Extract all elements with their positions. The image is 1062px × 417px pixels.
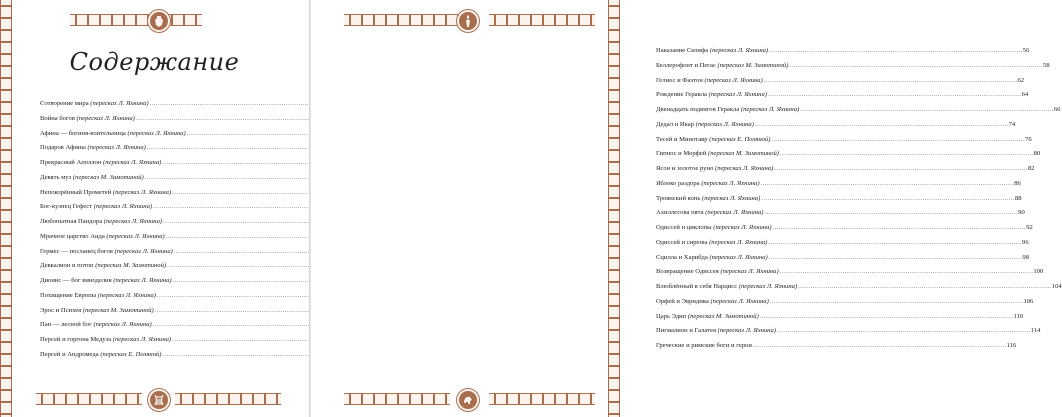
- toc-entry-title: [656, 209, 763, 216]
- retelling-credit: (пересказ Л. Яхнина): [709, 238, 768, 246]
- story-title: Девять муз: [40, 173, 72, 181]
- retelling-credit: (пересказ Л. Яхнина): [740, 106, 800, 113]
- toc-entry[interactable]: [656, 135, 1032, 151]
- page-number: 116: [1006, 342, 1017, 349]
- toc-entry[interactable]: [40, 130, 274, 145]
- toc-entry-title: [656, 254, 768, 261]
- toc-entry-title: [40, 130, 186, 137]
- story-title: Афина — богиня-воительница: [40, 129, 126, 137]
- story-title: Сотворение мира: [40, 100, 89, 107]
- story-title: Любопытная Пандора: [40, 218, 103, 225]
- retelling-credit: (пересказ М. Замотиной): [72, 173, 144, 181]
- story-title: Персей и Андромеда: [40, 350, 99, 358]
- toc-entry-title: [40, 189, 171, 196]
- page-number: 56: [1022, 47, 1030, 54]
- leader-dots: [761, 180, 1014, 187]
- leader-dots: [769, 47, 1022, 54]
- toc-entry-title: [40, 336, 171, 343]
- story-title: Греческие и римские боги и герои: [656, 342, 752, 349]
- page-number: 104: [1051, 283, 1062, 290]
- leader-dots: [770, 298, 1023, 305]
- retelling-credit: (пересказ Л. Яхнина): [695, 120, 754, 128]
- toc-entry[interactable]: [40, 144, 274, 159]
- retelling-credit: (пересказ Л. Яхнина): [709, 47, 769, 54]
- toc-entry[interactable]: [656, 47, 1030, 62]
- retelling-credit: (пересказ Л. Яхнина): [713, 224, 772, 231]
- amphora-medallion-icon: [148, 10, 170, 32]
- retelling-credit: (пересказ Л. Яхнина): [76, 114, 135, 122]
- page-number: 90: [1018, 209, 1025, 217]
- retelling-credit: (пересказ Л. Яхнина): [93, 321, 152, 329]
- toc-entry[interactable]: [656, 179, 1021, 195]
- page-number: 110: [1013, 312, 1024, 320]
- toc-entry[interactable]: [656, 297, 1034, 313]
- toc-entry[interactable]: [40, 189, 274, 204]
- story-title: Похищение Европы: [40, 291, 97, 299]
- leader-dots: [774, 165, 1027, 172]
- toc-entry[interactable]: [656, 120, 1016, 136]
- retelling-credit: (пересказ Е. Поляной): [100, 350, 162, 358]
- toc-entry[interactable]: [40, 174, 274, 189]
- toc-entry[interactable]: [656, 268, 1044, 283]
- bottom-right-meander-a: [344, 393, 450, 405]
- page-number: 92: [1026, 224, 1033, 231]
- right-border-meander: [608, 0, 620, 417]
- toc-entry[interactable]: [656, 165, 1035, 180]
- story-title: Яблоко раздора: [656, 179, 700, 187]
- toc-entry[interactable]: [40, 336, 274, 351]
- bottom-right-meander-b: [489, 393, 595, 405]
- retelling-credit: (пересказ Л. Яхнина): [103, 159, 162, 166]
- story-title: Эрос и Психея: [40, 306, 82, 314]
- leader-dots: [764, 77, 1017, 84]
- toc-entry-title: [656, 150, 779, 157]
- page-number: 64: [1021, 91, 1029, 99]
- retelling-credit: (пересказ М. Замотиной): [708, 150, 779, 158]
- leader-dots: [798, 283, 1051, 290]
- page-number: 88: [1014, 194, 1022, 202]
- toc-entry[interactable]: [656, 283, 1062, 298]
- page-number: 82: [1027, 165, 1035, 172]
- story-title: Девкалион и потоп: [40, 262, 94, 270]
- retelling-credit: (пересказ Л. Яхнина): [704, 76, 763, 84]
- story-title: Рождение Геракла: [656, 91, 707, 99]
- toc-entry-title: [656, 195, 760, 202]
- toc-entry[interactable]: [40, 100, 274, 115]
- leader-dots: [780, 150, 1033, 157]
- story-title: Ахиллесова пята: [656, 209, 704, 217]
- page-number: 106: [1023, 297, 1034, 305]
- leader-dots: [780, 268, 1033, 275]
- toc-entry-title: [656, 77, 763, 84]
- toc-entry[interactable]: [656, 61, 1050, 77]
- toc-entry-title: [656, 165, 773, 172]
- story-title: Троянский конь: [656, 194, 701, 202]
- toc-entry-title: [40, 351, 161, 358]
- toc-entry-title: [40, 321, 152, 328]
- toc-entry-title: [40, 159, 161, 166]
- toc-entry[interactable]: [656, 91, 1029, 106]
- story-title: Царь Эдип: [656, 312, 687, 320]
- retelling-credit: (пересказ Е. Поляной): [709, 135, 771, 143]
- story-title: Одиссей и циклопы: [656, 224, 712, 231]
- toc-entry[interactable]: [656, 238, 1029, 254]
- toc-entry[interactable]: [40, 159, 274, 174]
- bottom-left-meander-b: [175, 393, 281, 405]
- toc-entry-title: [656, 136, 770, 143]
- toc-entry[interactable]: [40, 203, 274, 218]
- toc-entry-title: [656, 342, 752, 349]
- toc-entry-title: [656, 224, 772, 231]
- story-title: Наказание Сизифа: [656, 47, 709, 54]
- retelling-credit: (пересказ Л. Яхнина): [112, 188, 172, 196]
- toc-entry-title: [40, 233, 165, 240]
- toc-entry-title: [40, 100, 149, 107]
- story-title: Беллерофонт и Пегас: [656, 61, 716, 69]
- retelling-credit: (пересказ Л. Яхнина): [103, 218, 163, 225]
- retelling-credit: (пересказ Л. Яхнина): [708, 91, 767, 99]
- toc-entry[interactable]: [656, 224, 1033, 239]
- story-title: Влюблённый в себя Нарцисс: [656, 283, 738, 290]
- toc-entry-title: [656, 327, 776, 334]
- page-number: 80: [1033, 150, 1041, 158]
- retelling-credit: (пересказ Л. Яхнина): [93, 203, 153, 211]
- page-number: 86: [1014, 179, 1021, 187]
- leader-dots: [753, 342, 1006, 349]
- retelling-credit: (пересказ Л. Яхнина): [717, 327, 776, 335]
- toc-entry[interactable]: [656, 209, 1025, 224]
- leader-dots: [764, 209, 1017, 216]
- helmet-medallion-icon: [457, 389, 479, 411]
- retelling-credit: (пересказ Л. Яхнина): [127, 129, 186, 137]
- toc-entry-title: [40, 307, 154, 314]
- leader-dots: [800, 106, 1053, 113]
- story-title: Прекрасный Аполлон: [40, 159, 102, 166]
- story-title: Дионис — бог виноделия: [40, 277, 112, 284]
- story-title: Возвращение Одиссея: [656, 268, 719, 276]
- toc-entry[interactable]: [656, 312, 1024, 328]
- toc-entry-title: [656, 91, 767, 98]
- toc-entry[interactable]: [40, 233, 274, 248]
- retelling-credit: (пересказ Л. Яхнина): [705, 209, 764, 217]
- story-title: Пигмалион и Галатея: [656, 327, 717, 335]
- leader-dots: [777, 327, 1030, 334]
- leader-dots: [789, 62, 1042, 69]
- story-title: Дедал и Икар: [656, 120, 694, 128]
- story-title: Гипнос и Морфей: [656, 150, 707, 158]
- toc-entry[interactable]: [40, 248, 274, 263]
- left-page: [0, 0, 309, 417]
- story-title: Гермес — посланец богов: [40, 247, 113, 255]
- leader-dots: [768, 239, 1021, 246]
- retelling-credit: (пересказ Л. Яхнина): [701, 179, 760, 187]
- top-right-meander-b: [489, 14, 595, 26]
- toc-entry[interactable]: [656, 253, 1029, 269]
- retelling-credit: (пересказ Л. Яхнина): [702, 194, 761, 202]
- retelling-credit: (пересказ Л. Яхнина): [715, 165, 774, 172]
- leader-dots: [771, 136, 1024, 143]
- toc-entry-title: [656, 47, 768, 54]
- top-left-meander: [70, 14, 202, 26]
- leader-dots: [755, 121, 1008, 128]
- toc-entry[interactable]: [40, 277, 274, 292]
- toc-entry[interactable]: [40, 351, 274, 366]
- story-title: Ясон и золотое руно: [656, 165, 714, 172]
- toc-entry[interactable]: [656, 327, 1041, 342]
- toc-entry[interactable]: [656, 194, 1022, 210]
- story-title: Подарок Афины: [40, 144, 86, 152]
- story-title: Бог-кузнец Гефест: [40, 203, 93, 211]
- toc-entry-title: [40, 292, 156, 299]
- toc-entry[interactable]: [40, 292, 274, 307]
- bottom-left-meander-a: [36, 393, 142, 405]
- toc-right-list: [656, 47, 1062, 357]
- right-page: [311, 0, 1062, 417]
- toc-entry-title: [656, 180, 760, 187]
- page-number: 58: [1043, 61, 1050, 69]
- retelling-credit: (пересказ М. Замотиной): [82, 306, 154, 314]
- retelling-credit: (пересказ Л. Яхнина): [738, 283, 798, 290]
- leader-dots: [760, 313, 1013, 320]
- story-title: Персей и горгона Медуза: [40, 336, 112, 343]
- toc-entry-title: [40, 248, 173, 255]
- page-number: 100: [1033, 268, 1044, 276]
- toc-entry-title: [40, 262, 166, 269]
- retelling-credit: (пересказ Л. Яхнина): [709, 253, 768, 261]
- retelling-credit: (пересказ Л. Яхнина): [97, 291, 156, 299]
- leader-dots: [769, 254, 1022, 261]
- toc-entry-title: [656, 239, 767, 246]
- toc-entry-title: [656, 313, 759, 320]
- leader-dots: [768, 91, 1021, 98]
- retelling-credit: (пересказ Л. Яхнина): [90, 100, 149, 107]
- lyre-medallion-icon: [148, 389, 170, 411]
- toc-entry[interactable]: [656, 106, 1061, 121]
- page-number: 96: [1022, 238, 1029, 246]
- toc-entry[interactable]: [656, 150, 1041, 165]
- retelling-credit: (пересказ Л. Яхнина): [113, 277, 172, 284]
- story-title: Пан — лесной бог: [40, 321, 92, 329]
- toc-entry-title: [656, 268, 779, 275]
- retelling-credit: (пересказ М. Замотиной): [717, 61, 789, 69]
- toc-entry-title: [40, 203, 152, 210]
- retelling-credit: (пересказ Л. Яхнина): [114, 247, 173, 255]
- page-number: 98: [1022, 253, 1029, 261]
- retelling-credit: (пересказ Л. Яхнина): [112, 336, 172, 343]
- toc-entry-title: [656, 106, 799, 113]
- story-title: Двенадцать подвигов Геракла: [656, 106, 740, 113]
- toc-entry-title: [40, 218, 162, 225]
- toc-entry-title: [656, 121, 754, 128]
- retelling-credit: (пересказ Л. Яхнина): [720, 268, 779, 276]
- toc-entry-title: [40, 277, 172, 284]
- retelling-credit: (пересказ М. Замотиной): [95, 262, 167, 270]
- retelling-credit: (пересказ Л. Яхнина): [106, 232, 165, 240]
- toc-entry-title: [40, 174, 144, 181]
- toc-left-list: [40, 100, 274, 366]
- toc-entry-title: [656, 283, 797, 290]
- page-number: 66: [1053, 106, 1061, 113]
- toc-entry[interactable]: [40, 218, 274, 233]
- retelling-credit: (пересказ М. Замотиной): [687, 312, 759, 320]
- page-number: 62: [1017, 76, 1025, 84]
- leader-dots: [773, 224, 1026, 231]
- story-title: Одиссей и сирены: [656, 238, 708, 246]
- page-number: 76: [1025, 135, 1032, 143]
- toc-entry[interactable]: [40, 262, 274, 277]
- page-number: 114: [1030, 327, 1041, 335]
- toc-entry-title: [656, 62, 788, 69]
- story-title: Война богов: [40, 114, 75, 122]
- toc-entry[interactable]: [656, 342, 1017, 357]
- toc-entry-title: [40, 144, 146, 151]
- retelling-credit: (пересказ Л. Яхнина): [87, 144, 146, 152]
- toc-entry[interactable]: [40, 115, 274, 130]
- retelling-credit: (пересказ Л. Яхнина): [710, 297, 769, 305]
- toc-entry[interactable]: [656, 76, 1025, 92]
- story-title: Непокорённый Прометей: [40, 188, 112, 196]
- story-title: Тесей и Минотавр: [656, 135, 708, 143]
- story-title: Мрачное царство Аида: [40, 232, 105, 240]
- page-title: Содержание: [69, 48, 240, 76]
- page-number: 74: [1008, 120, 1016, 128]
- toc-entry-title: [656, 298, 769, 305]
- toc-entry[interactable]: [40, 321, 274, 336]
- story-title: Гелиос и Фаэтон: [656, 76, 703, 84]
- story-title: Сцилла и Харибда: [656, 253, 708, 261]
- toc-entry-title: [40, 115, 135, 122]
- torch-medallion-icon: [457, 10, 479, 32]
- toc-entry[interactable]: [40, 307, 274, 322]
- story-title: Орфей и Эвридика: [656, 297, 709, 305]
- leader-dots: [761, 195, 1014, 202]
